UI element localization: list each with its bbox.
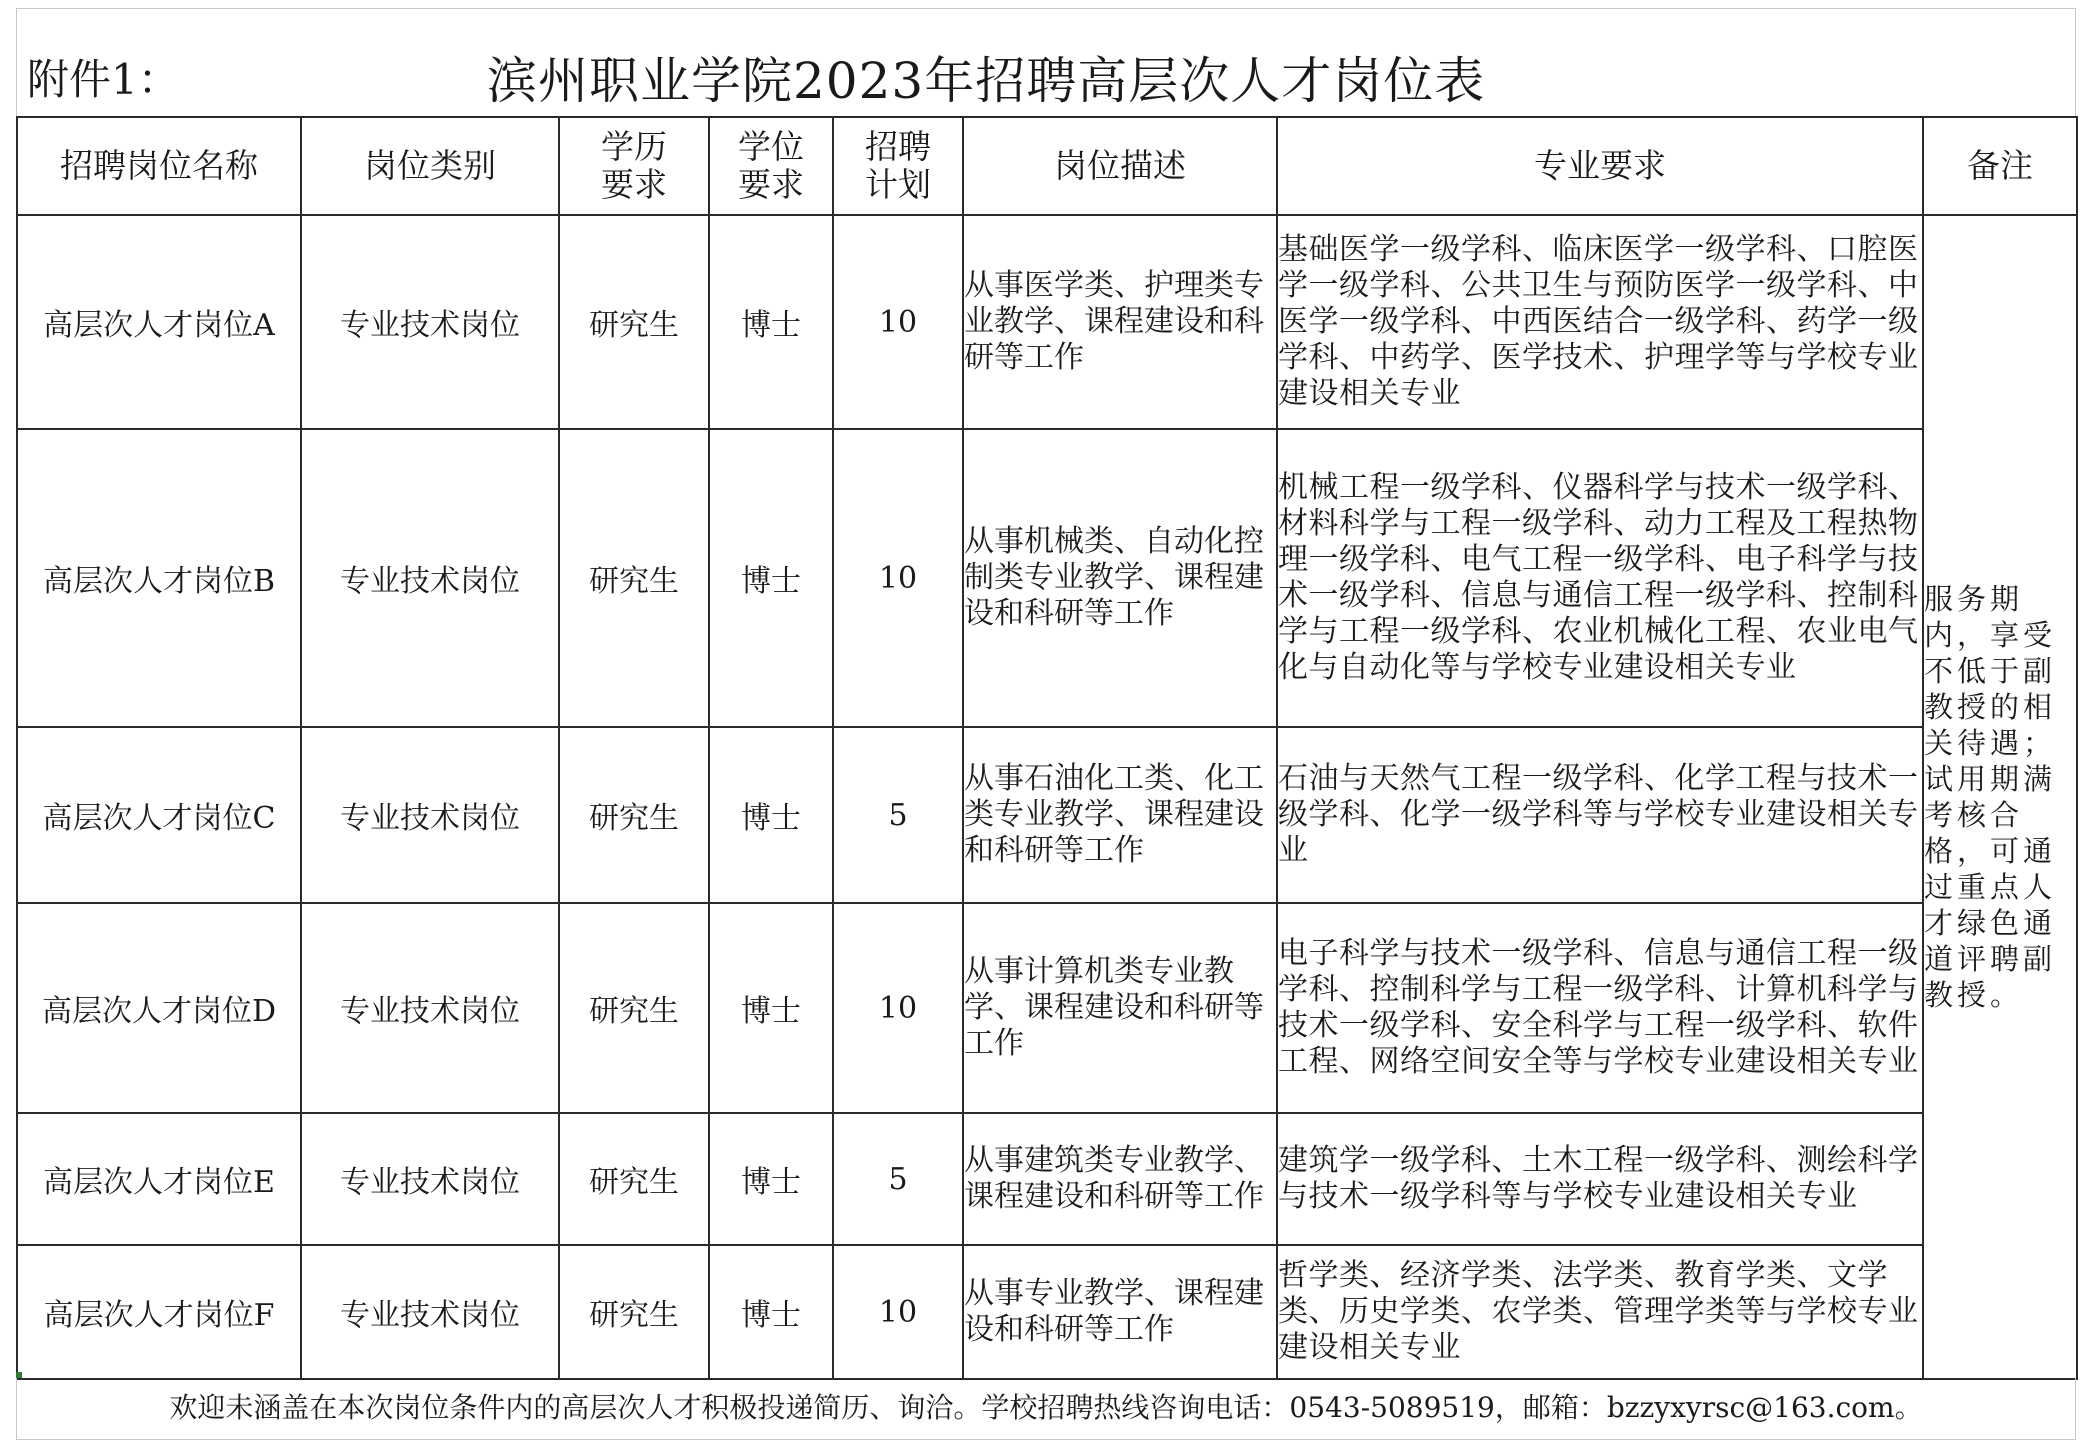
cell-name: 高层次人才岗位A [17,215,301,429]
cell-plan: 5 [833,727,963,903]
positions-table [16,116,2078,1380]
title-row [16,8,2076,116]
cell-category: 专业技术岗位 [301,1113,559,1245]
cell-degree: 博士 [709,903,833,1113]
cell-remark: 服务期内，享受不低于副教授的相关待遇；试用期满考核合格，可通过重点人才绿色通道评聘副教授。 [1923,215,2077,1379]
cell-category: 专业技术岗位 [301,215,559,429]
cell-description: 从事医学类、护理类专业教学、课程建设和科研等工作 [963,215,1277,429]
cell-degree: 博士 [709,1113,833,1245]
table-row [17,1245,2077,1379]
cell-category: 专业技术岗位 [301,429,559,727]
cell-category: 专业技术岗位 [301,903,559,1113]
cell-plan: 10 [833,1245,963,1379]
cell-education: 研究生 [559,903,709,1113]
cell-education: 研究生 [559,727,709,903]
cell-degree: 博士 [709,429,833,727]
page-title: 滨州职业学院2023年招聘高层次人才岗位表 [487,52,1486,110]
cell-major: 电子科学与技术一级学科、信息与通信工程一级学科、控制科学与工程一级学科、计算机科学与技术一级学科、安全科学与工程一级学科、软件工程、网络空间安全等与学校专业建设相关专业 [1277,903,1923,1113]
cell-major: 石油与天然气工程一级学科、化学工程与技术一级学科、化学一级学科等与学校专业建设相关专业 [1277,727,1923,903]
cell-category: 专业技术岗位 [301,1245,559,1379]
cell-name: 高层次人才岗位E [17,1113,301,1245]
cell-education: 研究生 [559,1113,709,1245]
cell-degree: 博士 [709,727,833,903]
header-major: 专业要求 [1277,117,1923,215]
cell-description: 从事计算机类专业教学、课程建设和科研等工作 [963,903,1277,1113]
table-row [17,1113,2077,1245]
footer-note: 欢迎未涵盖在本次岗位条件内的高层次人才积极投递简历、询洽。学校招聘热线咨询电话：0543-5089519，邮箱：bzzyxyrsc@163.com。 [16,1378,2076,1440]
table-row [17,215,2077,429]
table-row [17,727,2077,903]
header-plan [833,117,963,215]
cell-major: 哲学类、经济学类、法学类、教育学类、文学类、历史学类、农学类、管理学类等与学校专业建设相关专业 [1277,1245,1923,1379]
cell-description: 从事专业教学、课程建设和科研等工作 [963,1245,1277,1379]
attachment-label: 附件1： [27,55,180,104]
cell-description: 从事建筑类专业教学、课程建设和科研等工作 [963,1113,1277,1245]
table-header-row [17,117,2077,215]
cell-education: 研究生 [559,429,709,727]
header-category: 岗位类别 [301,117,559,215]
header-remark: 备注 [1923,117,2077,215]
header-description: 岗位描述 [963,117,1277,215]
cell-category: 专业技术岗位 [301,727,559,903]
header-education-line2: 要求 [601,165,667,204]
cell-major: 机械工程一级学科、仪器科学与技术一级学科、材料科学与工程一级学科、动力工程及工程热物理一级学科、电气工程一级学科、电子科学与技术一级学科、信息与通信工程一级学科、控制科学与工程一级学科、农业机械化工程、农业电气化与自动化等与学校专业建设相关专业 [1277,429,1923,727]
cell-name: 高层次人才岗位C [17,727,301,903]
header-name: 招聘岗位名称 [17,117,301,215]
cell-name: 高层次人才岗位D [17,903,301,1113]
cell-name: 高层次人才岗位F [17,1245,301,1379]
cell-degree: 博士 [709,1245,833,1379]
table-row [17,903,2077,1113]
header-plan-line1: 招聘 [865,127,931,166]
cell-plan: 10 [833,429,963,727]
header-degree-line1: 学位 [738,127,804,166]
header-education [559,117,709,215]
cell-description: 从事机械类、自动化控制类专业教学、课程建设和科研等工作 [963,429,1277,727]
cell-degree: 博士 [709,215,833,429]
header-education-line1: 学历 [601,127,667,166]
cell-major: 建筑学一级学科、土木工程一级学科、测绘科学与技术一级学科等与学校专业建设相关专业 [1277,1113,1923,1245]
cell-plan: 10 [833,215,963,429]
header-degree-line2: 要求 [738,165,804,204]
cell-plan: 10 [833,903,963,1113]
cell-education: 研究生 [559,215,709,429]
cell-plan: 5 [833,1113,963,1245]
header-degree [709,117,833,215]
cell-major: 基础医学一级学科、临床医学一级学科、口腔医学一级学科、公共卫生与预防医学一级学科、中医学一级学科、中西医结合一级学科、药学一级学科、中药学、医学技术、护理学等与学校专业建设相关专业 [1277,215,1923,429]
cell-description: 从事石油化工类、化工类专业教学、课程建设和科研等工作 [963,727,1277,903]
table-row [17,429,2077,727]
cell-name: 高层次人才岗位B [17,429,301,727]
header-plan-line2: 计划 [865,165,931,204]
cell-education: 研究生 [559,1245,709,1379]
